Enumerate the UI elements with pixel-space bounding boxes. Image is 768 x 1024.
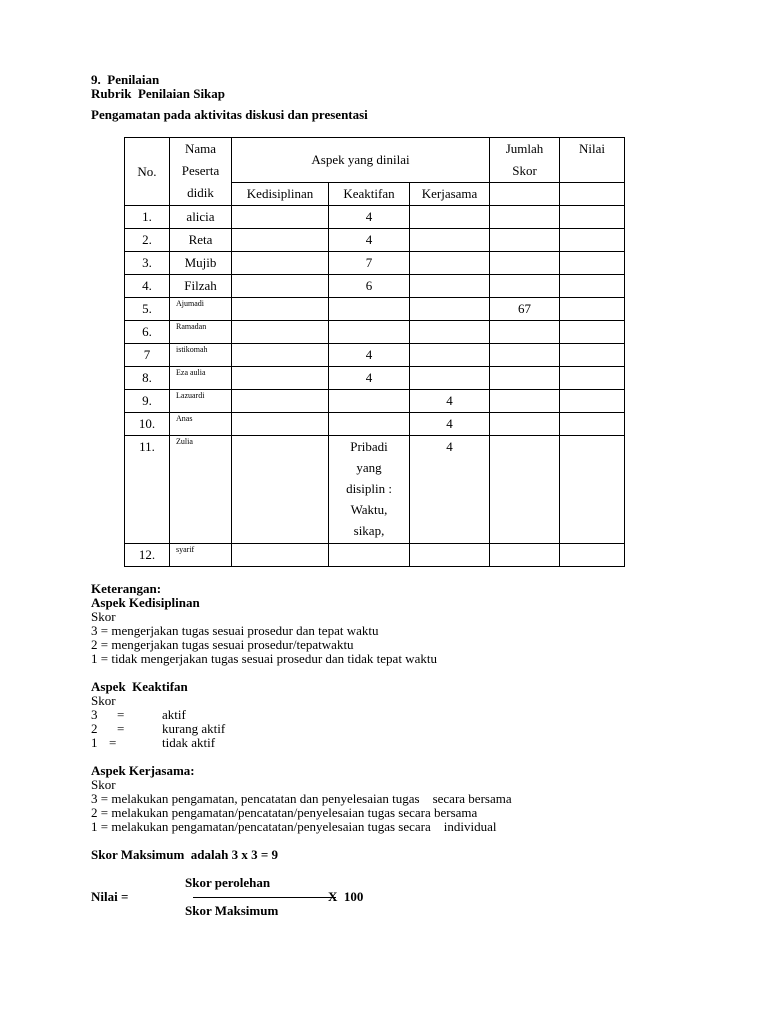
rubric-table bbox=[124, 137, 625, 567]
cell-nilai bbox=[560, 413, 625, 436]
cell-nilai bbox=[560, 544, 625, 567]
cell-kerjasama bbox=[410, 206, 490, 229]
cell-keaktifan: 7 bbox=[329, 252, 410, 275]
cell-kedisiplinan bbox=[232, 275, 329, 298]
cell-keaktifan bbox=[329, 544, 410, 567]
kedisiplinan-title: Aspek Kedisiplinan bbox=[91, 595, 200, 610]
skor-maksimum: Skor Maksimum adalah 3 x 3 = 9 bbox=[91, 847, 279, 862]
cell-nilai bbox=[560, 436, 625, 544]
cell-kerjasama bbox=[410, 252, 490, 275]
keaktifan-note-line: Pribadi bbox=[350, 439, 388, 454]
cell-nilai bbox=[560, 344, 625, 367]
cell-jumlah bbox=[490, 344, 560, 367]
cell-nilai bbox=[560, 252, 625, 275]
table-row bbox=[125, 390, 625, 413]
header-total-line-1: Jumlah bbox=[505, 141, 544, 156]
keaktifan-eq: = bbox=[117, 721, 125, 736]
table-row bbox=[125, 298, 625, 321]
cell-kedisiplinan bbox=[232, 321, 329, 344]
cell-kedisiplinan bbox=[232, 436, 329, 544]
table-row bbox=[125, 436, 625, 544]
cell-jumlah bbox=[490, 436, 560, 544]
keaktifan-eq: = bbox=[117, 707, 125, 722]
cell-keaktifan: 4 bbox=[329, 344, 410, 367]
cell-jumlah bbox=[490, 229, 560, 252]
cell-jumlah bbox=[490, 413, 560, 436]
table-row bbox=[125, 544, 625, 567]
cell-nilai bbox=[560, 390, 625, 413]
keaktifan-note-line: sikap, bbox=[353, 523, 385, 538]
cell-no: 2. bbox=[125, 229, 170, 252]
table-row bbox=[125, 344, 625, 367]
cell-no: 11. bbox=[125, 436, 170, 544]
cell-kerjasama bbox=[410, 321, 490, 344]
cell-jumlah bbox=[490, 367, 560, 390]
header-name bbox=[170, 138, 232, 206]
page-subtitle: Pengamatan pada aktivitas diskusi dan presentasi bbox=[91, 107, 368, 122]
table-row bbox=[125, 206, 625, 229]
cell-name: Reta bbox=[170, 229, 232, 252]
cell-no: 6. bbox=[125, 321, 170, 344]
section-number: 9. Penilaian bbox=[91, 72, 160, 87]
kerjasama-title: Aspek Kerjasama: bbox=[91, 763, 195, 778]
cell-keaktifan bbox=[329, 436, 410, 544]
cell-name: Anas bbox=[170, 413, 232, 436]
table-row bbox=[125, 367, 625, 390]
cell-jumlah: 67 bbox=[490, 298, 560, 321]
cell-keaktifan bbox=[329, 321, 410, 344]
cell-jumlah bbox=[490, 252, 560, 275]
cell-jumlah bbox=[490, 544, 560, 567]
header-no: No. bbox=[125, 138, 170, 206]
cell-no: 5. bbox=[125, 298, 170, 321]
table-row bbox=[125, 252, 625, 275]
keaktifan-note-line: Waktu, bbox=[350, 502, 388, 517]
cell-kerjasama: 4 bbox=[410, 413, 490, 436]
keaktifan-score: 2 bbox=[91, 721, 98, 736]
cell-keaktifan: 4 bbox=[329, 367, 410, 390]
cell-name: syarif bbox=[170, 544, 232, 567]
formula-label: Nilai = bbox=[91, 889, 129, 904]
cell-no: 12. bbox=[125, 544, 170, 567]
kedisiplinan-item: 1 = tidak mengerjakan tugas sesuai prosedur dan tidak tepat waktu bbox=[91, 651, 437, 666]
header-aspect: Aspek yang dinilai bbox=[232, 138, 490, 183]
cell-kedisiplinan bbox=[232, 544, 329, 567]
header-total-empty bbox=[490, 183, 560, 206]
page-title: Rubrik Penilaian Sikap bbox=[91, 86, 226, 101]
cell-name: Eza aulia bbox=[170, 367, 232, 390]
header-total bbox=[490, 138, 560, 183]
keaktifan-desc: tidak aktif bbox=[162, 735, 216, 750]
keaktifan-note-line: disiplin : bbox=[346, 481, 392, 496]
cell-kedisiplinan bbox=[232, 298, 329, 321]
header-score-empty bbox=[560, 183, 625, 206]
cell-kedisiplinan bbox=[232, 206, 329, 229]
keaktifan-score: 1 bbox=[91, 735, 98, 750]
cell-name: Ajumadi bbox=[170, 298, 232, 321]
cell-kerjasama: 4 bbox=[410, 390, 490, 413]
cell-no: 1. bbox=[125, 206, 170, 229]
keaktifan-skor: Skor bbox=[91, 693, 116, 708]
cell-nilai bbox=[560, 298, 625, 321]
cell-jumlah bbox=[490, 206, 560, 229]
header-total-line-2: Skor bbox=[512, 163, 537, 178]
cell-name: Filzah bbox=[170, 275, 232, 298]
keaktifan-desc: aktif bbox=[162, 707, 186, 722]
kedisiplinan-item: 2 = mengerjakan tugas sesuai prosedur/tepatwaktu bbox=[91, 637, 354, 652]
cell-nilai bbox=[560, 367, 625, 390]
table-row bbox=[125, 321, 625, 344]
cell-name: Mujib bbox=[170, 252, 232, 275]
kedisiplinan-skor: Skor bbox=[91, 609, 116, 624]
header-name-line-2: Peserta bbox=[181, 163, 220, 178]
header-name-line-3: didik bbox=[187, 185, 214, 200]
cell-name: Ramadan bbox=[170, 321, 232, 344]
kerjasama-skor: Skor bbox=[91, 777, 116, 792]
table-row bbox=[125, 229, 625, 252]
cell-kedisiplinan bbox=[232, 229, 329, 252]
cell-kerjasama bbox=[410, 229, 490, 252]
cell-kedisiplinan bbox=[232, 367, 329, 390]
cell-no: 4. bbox=[125, 275, 170, 298]
cell-nilai bbox=[560, 206, 625, 229]
formula-multiplier: X 100 bbox=[328, 889, 364, 904]
kerjasama-item: 3 = melakukan pengamatan, pencatatan dan penyelesaian tugas secara bersama bbox=[91, 791, 512, 806]
cell-keaktifan: 4 bbox=[329, 229, 410, 252]
cell-no: 10. bbox=[125, 413, 170, 436]
header-keaktifan: Keaktifan bbox=[329, 183, 410, 206]
cell-kerjasama bbox=[410, 298, 490, 321]
formula-denominator: Skor Maksimum bbox=[185, 903, 279, 918]
cell-no: 7 bbox=[125, 344, 170, 367]
keaktifan-note-line: yang bbox=[356, 460, 382, 475]
cell-nilai bbox=[560, 275, 625, 298]
cell-jumlah bbox=[490, 321, 560, 344]
cell-kedisiplinan bbox=[232, 413, 329, 436]
cell-no: 3. bbox=[125, 252, 170, 275]
cell-keaktifan: 6 bbox=[329, 275, 410, 298]
keterangan-title: Keterangan: bbox=[91, 581, 162, 596]
keaktifan-desc: kurang aktif bbox=[162, 721, 226, 736]
cell-kedisiplinan bbox=[232, 390, 329, 413]
header-kedisiplinan: Kedisiplinan bbox=[232, 183, 329, 206]
cell-name: Lazuardi bbox=[170, 390, 232, 413]
kerjasama-item: 2 = melakukan pengamatan/pencatatan/penyelesaian tugas secara bersama bbox=[91, 805, 478, 820]
keaktifan-eq: = bbox=[109, 735, 117, 750]
cell-no: 9. bbox=[125, 390, 170, 413]
table-row bbox=[125, 275, 625, 298]
formula-numerator: Skor perolehan bbox=[185, 875, 271, 890]
cell-name: istikomah bbox=[170, 344, 232, 367]
cell-keaktifan bbox=[329, 413, 410, 436]
cell-keaktifan: 4 bbox=[329, 206, 410, 229]
cell-kerjasama bbox=[410, 367, 490, 390]
table-row bbox=[125, 413, 625, 436]
header-kerjasama: Kerjasama bbox=[410, 183, 490, 206]
cell-kerjasama bbox=[410, 344, 490, 367]
header-score: Nilai bbox=[560, 138, 625, 183]
kedisiplinan-item: 3 = mengerjakan tugas sesuai prosedur dan tepat waktu bbox=[91, 623, 379, 638]
fraction-line bbox=[193, 897, 336, 898]
cell-keaktifan bbox=[329, 298, 410, 321]
cell-nilai bbox=[560, 321, 625, 344]
cell-kerjasama: 4 bbox=[410, 436, 490, 544]
kerjasama-item: 1 = melakukan pengamatan/pencatatan/penyelesaian tugas secara individual bbox=[91, 819, 497, 834]
cell-jumlah bbox=[490, 275, 560, 298]
cell-name: alicia bbox=[170, 206, 232, 229]
cell-kerjasama bbox=[410, 275, 490, 298]
cell-no: 8. bbox=[125, 367, 170, 390]
header-name-line-1: Nama bbox=[184, 141, 217, 156]
cell-name: Zulia bbox=[170, 436, 232, 544]
cell-kedisiplinan bbox=[232, 252, 329, 275]
cell-kerjasama bbox=[410, 544, 490, 567]
keaktifan-title: Aspek Keaktifan bbox=[91, 679, 188, 694]
cell-keaktifan bbox=[329, 390, 410, 413]
cell-nilai bbox=[560, 229, 625, 252]
keaktifan-score: 3 bbox=[91, 707, 98, 722]
cell-jumlah bbox=[490, 390, 560, 413]
cell-kedisiplinan bbox=[232, 344, 329, 367]
